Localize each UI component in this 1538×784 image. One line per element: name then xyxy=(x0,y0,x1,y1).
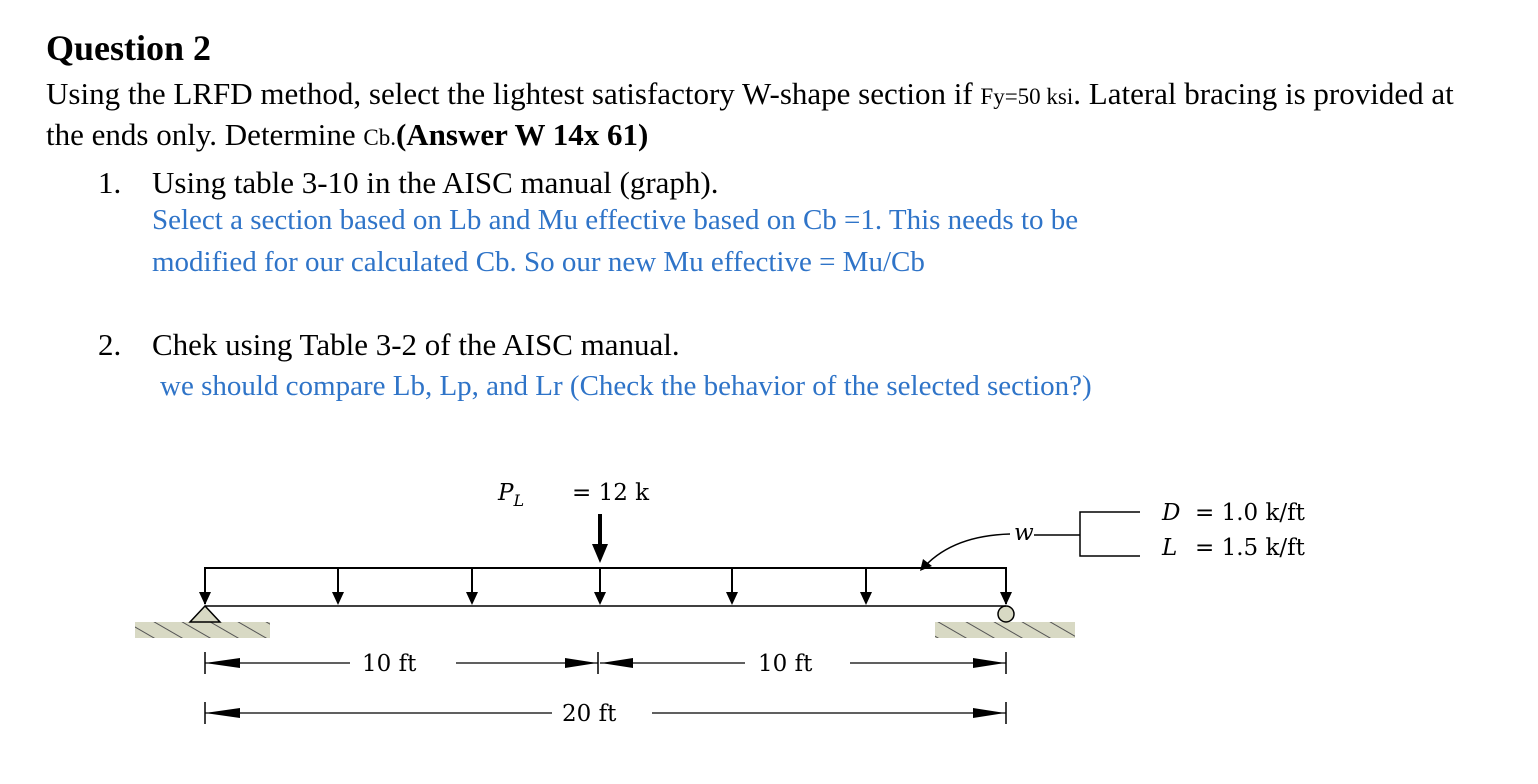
item-text: Using table 3-10 in the AISC manual (graph). xyxy=(152,165,719,200)
point-load-symbol: $P_L$ xyxy=(498,480,525,510)
item-text: Chek using Table 3-2 of the AISC manual. xyxy=(152,327,680,362)
note-2-line-1: we should compare Lb, Lp, and Lr (Check the behavior of the selected section?) xyxy=(160,370,1092,402)
w-label: w xyxy=(1014,520,1034,546)
point-load-arrow xyxy=(592,514,608,563)
pin-support xyxy=(190,606,220,622)
live-load-value: = 1.5 k/ft xyxy=(1195,535,1305,561)
dimension-label-1: 10 ft xyxy=(362,651,417,677)
cb-label: Cb. xyxy=(363,125,396,150)
live-load-symbol: L xyxy=(1162,535,1178,561)
intro-text-1: Using the LRFD method, select the lightest satisfactory W-shape section if xyxy=(46,76,981,111)
note-1-line-2: modified for our calculated Cb. So our new Mu effective = Mu/Cb xyxy=(152,246,925,278)
dimension-line-1 xyxy=(205,652,1006,674)
w-leader-arrow xyxy=(925,534,1010,566)
question-title: Question 2 xyxy=(46,28,212,68)
intro-text-2: . Lateral bracing is provided at the ends only. Determine xyxy=(46,76,1454,152)
right-ground xyxy=(935,622,1075,638)
item-number: 2. xyxy=(98,327,122,362)
left-ground xyxy=(135,622,270,638)
point-load-value: = 12 k xyxy=(572,480,650,506)
dimension-label-total: 20 ft xyxy=(562,701,617,727)
fy-value: Fy=50 ksi xyxy=(980,84,1074,109)
note-1-line-1: Select a section based on Lb and Mu effective based on Cb =1. This needs to be xyxy=(152,204,1079,236)
dead-load-value: = 1.0 k/ft xyxy=(1195,500,1305,526)
dead-load-symbol: D xyxy=(1162,500,1181,526)
load-bracket xyxy=(1080,512,1140,556)
distributed-load xyxy=(199,568,1012,605)
roller-support xyxy=(998,606,1014,622)
answer-text: (Answer W 14x 61) xyxy=(395,117,649,152)
item-number: 1. xyxy=(98,165,122,200)
dimension-label-2: 10 ft xyxy=(758,651,813,677)
